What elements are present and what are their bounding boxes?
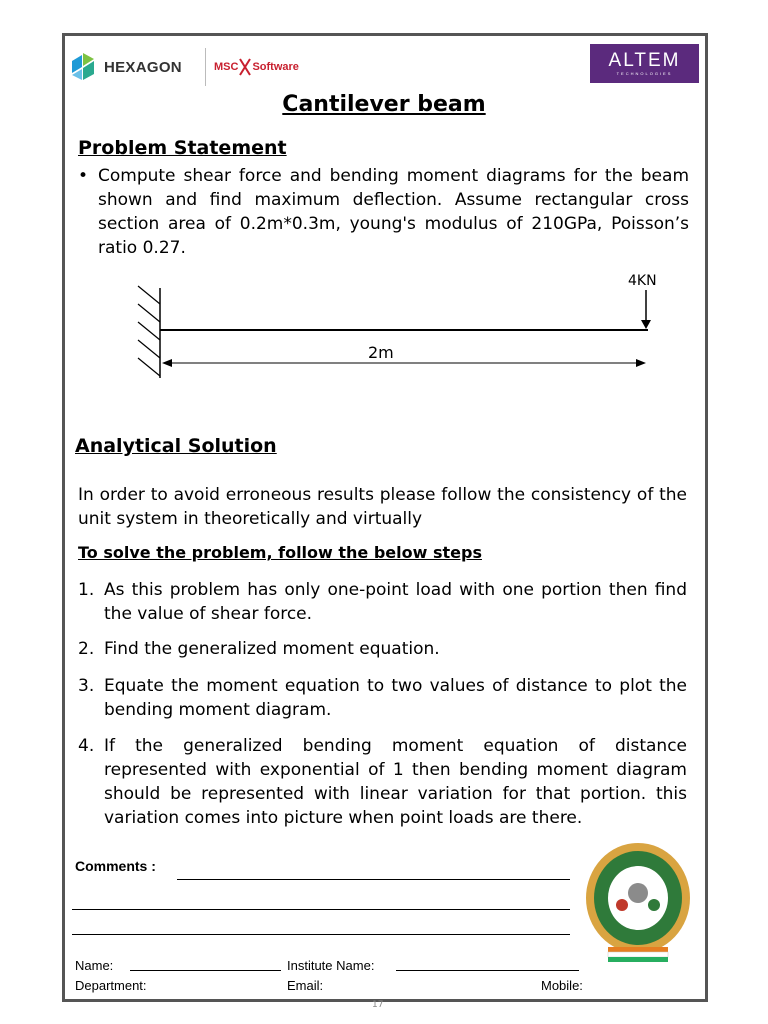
steps-heading: To solve the problem, follow the below steps [78, 543, 482, 562]
step-number: 3. [78, 676, 95, 696]
step-text: Find the generalized moment equation. [104, 639, 440, 659]
cantilever-beam-diagram [120, 270, 680, 390]
comments-label: Comments : [75, 858, 156, 874]
university-seal-logo [578, 835, 698, 967]
altem-logo [590, 44, 699, 83]
analytical-intro: In order to avoid erroneous results please follow the consistency of the unit system in theoretically and virtually [78, 485, 687, 529]
page-number: 17 [372, 1000, 384, 1010]
hexagon-logo [72, 47, 182, 87]
step-text: Equate the moment equation to two values of distance to plot the bending moment diagram. [104, 676, 687, 720]
name-field-line[interactable] [130, 970, 281, 971]
support-hatching [138, 286, 160, 376]
software-wordmark: Software [252, 61, 299, 73]
step-number: 4. [78, 736, 95, 756]
list-item [78, 578, 687, 626]
altem-wordmark: ALTEM [608, 49, 681, 71]
email-label: Email: [287, 978, 324, 993]
bullet-marker: • [78, 166, 89, 186]
problem-bullet [78, 164, 689, 260]
step-number: 2. [78, 639, 95, 659]
name-label: Name: [75, 958, 114, 973]
load-arrowhead-icon [641, 320, 651, 329]
list-item [78, 734, 687, 830]
step-text: If the generalized bending moment equation of distance represented with exponential of 1 then bending moment diagram should be represented with linear variation for that portion. this variation comes into picture when point loads are there. [104, 736, 687, 828]
problem-text: Compute shear force and bending moment diagrams for the beam shown and find maximum deflection. Assume rectangular cross section area of 0.2m*0.3m, young's modulus of 210GPa, Poisson’s ratio 0.27. [98, 166, 689, 258]
msc-wordmark: MSC [214, 61, 239, 73]
step-text: As this problem has only one-point load with one portion then find the value of shear force. [104, 580, 687, 624]
altem-subtitle: TECHNOLOGIES [616, 70, 673, 76]
load-label: 4KN [628, 273, 657, 289]
msc-software-logo [205, 48, 299, 86]
analytical-solution-heading: Analytical Solution [75, 435, 277, 457]
comments-line-2[interactable] [72, 909, 570, 910]
problem-statement-heading: Problem Statement [78, 137, 287, 159]
dimension-arrow-left-icon [162, 359, 172, 367]
institute-field-line[interactable] [396, 970, 579, 971]
step-number: 1. [78, 580, 95, 600]
department-label: Department: [75, 978, 147, 993]
dimension-arrow-right-icon [636, 359, 646, 367]
mobile-label: Mobile: [541, 978, 583, 993]
list-item [78, 637, 687, 661]
institute-name-label: Institute Name: [287, 958, 375, 973]
length-label: 2m [368, 343, 394, 362]
comments-line-3[interactable] [72, 934, 570, 935]
page-title: Cantilever beam [282, 92, 486, 117]
msc-x-icon [238, 57, 252, 77]
hexagon-wordmark: HEXAGON [104, 58, 182, 76]
list-item [78, 674, 687, 722]
hexagon-mark-icon [72, 53, 98, 81]
comments-line-1[interactable] [177, 879, 570, 880]
